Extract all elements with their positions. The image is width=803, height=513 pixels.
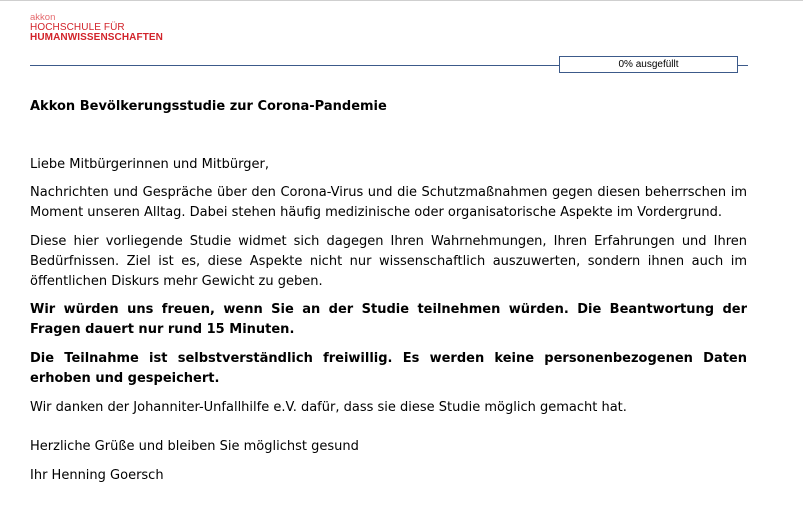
voluntary-paragraph: Die Teilnahme ist selbstverständlich freiwillig. Es werden keine personenbezogenen Daten erhoben und gespeichert. [30,351,747,386]
greeting: Liebe Mitbürgerinnen und Mitbürger, [30,157,269,172]
logo-line-2: HUMANWISSENSCHAFTEN [30,32,164,43]
logo-akkon-text: akkon [30,12,56,23]
progress-label: 0% ausgefüllt [618,59,679,70]
survey-intro [30,97,747,486]
closing-line: Herzliche Grüße und bleiben Sie möglichst gesund [30,439,359,454]
top-border [0,0,803,1]
logo-line-1: HOCHSCHULE FÜR [30,22,125,33]
intro-paragraph-1: Nachrichten und Gespräche über den Corona-Virus und die Schutzmaßnahmen gegen diesen beherrschen im Moment unseren Alltag. Dabei stehen häufig medizinische oder organisatorische Aspekte im Vordergrund. [30,185,747,220]
survey-title: Akkon Bevölkerungsstudie zur Corona-Pandemie [30,99,387,114]
thanks-paragraph: Wir danken der Johanniter-Unfallhilfe e.V. dafür, dass sie diese Studie möglich gemacht hat. [30,400,627,415]
university-logo [30,13,163,43]
invitation-paragraph: Wir würden uns freuen, wenn Sie an der Studie teilnehmen würden. Die Beantwortung der Fragen dauert nur rund 15 Minuten. [30,302,747,337]
intro-paragraph-2: Diese hier vorliegende Studie widmet sich dagegen Ihren Wahrnehmungen, Ihren Erfahrungen und Ihren Bedürfnissen. Ziel ist es, diese Aspekte nicht nur wissenschaftlich auszuwerten, sondern ihnen auch im öffentlichen Diskurs mehr Gewicht zu geben. [30,234,747,289]
signature: Ihr Henning Goersch [30,468,164,483]
progress-indicator [559,56,738,73]
